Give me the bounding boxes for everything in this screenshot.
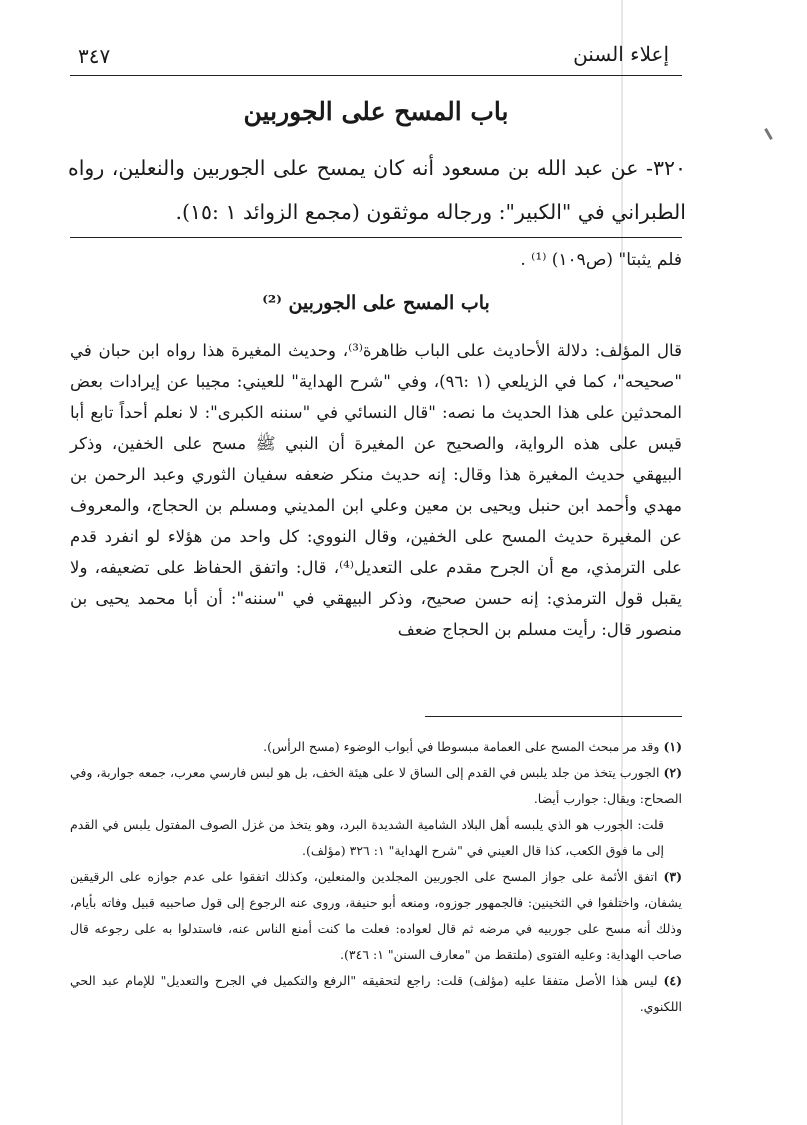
footnote-text: الجورب يتخذ من جلد يلبس في القدم إلى الساق لا على هيئة الخف، بل هو لبس فارسي معرب، جمعه جواربة، وفي الصحاح: ويقال: جوارب أيضا. xyxy=(70,765,682,806)
footnote-number: (١) xyxy=(663,739,682,754)
footnote-number: (٢) xyxy=(663,765,683,780)
page-number: ٣٤٧ xyxy=(78,44,111,68)
footnote-rule xyxy=(425,716,682,717)
footnote-2 xyxy=(70,760,682,812)
header-rule xyxy=(70,75,682,76)
footnote-4 xyxy=(70,968,682,1020)
footnote-text: وقد مر مبحث المسح على العمامة مبسوطا في أبواب الوضوء (مسح الرأس). xyxy=(263,739,660,754)
footnote-text: قلت: الجورب هو الذي يلبسه أهل البلاد الشامية الشديدة البرد، وهو يتخذ من غزل الصوف المفتول يلبس في القدم إلى ما فوق الكعب، كذا قال العيني في "شرح الهداية" ١: ٣٢٦ (مؤلف). xyxy=(70,817,664,858)
footnote-3 xyxy=(70,864,682,968)
footnote-2-note xyxy=(70,812,682,864)
commentary-body: قال المؤلف: دلالة الأحاديث على الباب ظاهرة⁽³⁾، وحديث المغيرة هذا رواه ابن حبان في "صحيحه"، كما في الزيلعي (١ :٩٦)، وفي "شرح الهداية" للعيني: مجيبا عن إيرادات بعض المحدثين على هذا الحديث ما نصه: "قال النسائي في "سننه الكبرى": لا نعلم أحداً تابع أبا قيس على هذه الرواية، والصحيح عن المغيرة أن النبي ﷺ مسح على الخفين، وذكر البيهقي حديث المغيرة هذا وقال: إنه حديث منكر ضعفه سفيان الثوري وعبد الرحمن بن مهدي وأحمد ابن حنبل ويحيى بن معين وعلي ابن المديني ومسلم بن الحجاج، والمعروف عن المغيرة حديث المسح على الخفين، وقال النووي: كل واحد من هؤلاء لو انفرد قدم على الترمذي، مع أن الجرح مقدم على التعديل⁽⁴⁾، قال: واتفق الحفاظ على تضعيفه، ولا يقبل قول الترمذي: إنه حسن صحيح، وذكر البيهقي في "سننه": أن أبا محمد يحيى بن منصور قال: رأيت مسلم بن الحجاج ضعف xyxy=(70,341,683,639)
commentary-heading: باب المسح على الجوربين ⁽²⁾ xyxy=(262,292,490,314)
hadith-text: ٣٢٠- عن عبد الله بن مسعود أنه كان يمسح على الجوربين والنعلين، رواه الطبراني في "الكبير": ورجاله موثقون (مجمع الزوائد ١ :١٥). xyxy=(68,156,686,224)
footnote-text: اتفق الأئمة على جواز المسح على الجوربين المجلدين والمنعلين، وكذلك اتفقوا على عدم جوازه على الرقيقين يشفان، واختلفوا في الثخينين: فالجمهور جوزوه، ومنعه أبو حنيفة، وروى عنه الرجوع إلى قول صاحبيه قبيل وفاته بأيام، وذلك أنه مسح على جوربيه في مرضه ثم قال لعواده: فعلت ما كنت أمنع الناس عنه، فاستدلوا به على رجوعه قال صاحب الهداية: وعليه الفتوى (ملتقط من "معارف السنن" ١: ٣٤٦). xyxy=(70,869,682,962)
footnote-text: ليس هذا الأصل متفقا عليه (مؤلف) قلت: راجع لتحقيقه "الرفع والتكميل في الجرح والتعديل" للإمام عبد الحي اللكنوي. xyxy=(70,973,682,1014)
footnote-number: (٣) xyxy=(663,869,682,884)
footnote-number: (٤) xyxy=(663,973,682,988)
chapter-heading: باب المسح على الجوربين xyxy=(243,97,509,126)
footnote-1 xyxy=(70,734,682,760)
footnotes xyxy=(70,734,682,1020)
running-header-title: إعلاء السنن xyxy=(573,42,669,66)
margin-mark xyxy=(764,128,773,140)
section-divider xyxy=(70,237,682,238)
commentary-continuation: فلم يثبتا" (ص١٠٩) ⁽¹⁾ . xyxy=(520,250,682,270)
